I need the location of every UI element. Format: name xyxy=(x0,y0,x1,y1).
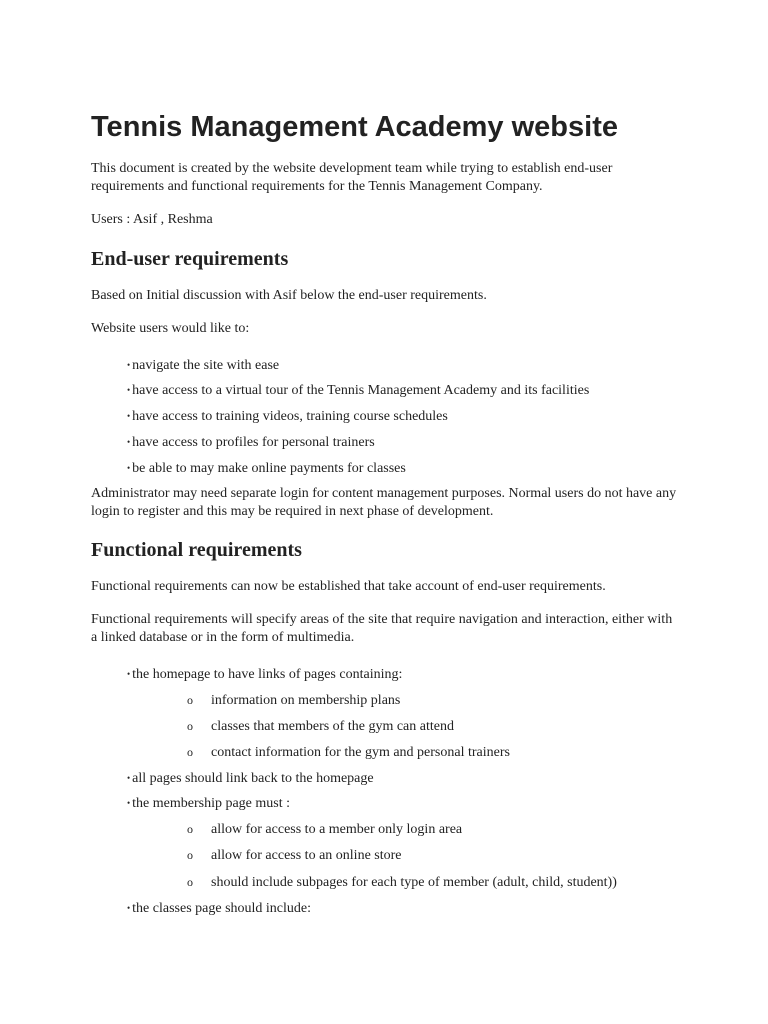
enduser-heading: End-user requirements xyxy=(91,248,289,270)
enduser-para-1: Based on Initial discussion with Asif below the end-user requirements. xyxy=(91,288,487,303)
functional-heading: Functional requirements xyxy=(91,539,302,561)
functional-sub-bullet: o information on membership plans xyxy=(187,693,401,708)
functional-bullet: • the membership page must : xyxy=(127,796,291,811)
sub-bullet-marker: o xyxy=(187,822,193,836)
functional-bullet: • the homepage to have links of pages containing: xyxy=(127,667,403,682)
bullet-marker: • xyxy=(127,463,131,473)
enduser-bullet: • have access to a virtual tour of the Tennis Management Academy and its facilities xyxy=(127,383,590,398)
bullet-marker: • xyxy=(127,669,131,679)
sub-bullet-marker: o xyxy=(187,848,193,862)
users-line: Users : Asif , Reshma xyxy=(91,212,213,227)
functional-bullet: • the classes page should include: xyxy=(127,901,311,916)
enduser-para-2: Website users would like to: xyxy=(91,321,250,336)
functional-sub-bullet: o allow for access to a member only login area xyxy=(187,822,463,837)
sub-bullet-marker: o xyxy=(187,875,193,889)
functional-para-2: Functional requirements will specify areas of the site that require navigation and interaction, either with a linked database or in the form of multimedia. xyxy=(91,612,673,645)
sub-bullet-marker: o xyxy=(187,693,193,707)
functional-sub-bullet: o classes that members of the gym can attend xyxy=(187,719,454,734)
functional-bullet: • all pages should link back to the homepage xyxy=(127,771,374,786)
intro-paragraph: This document is created by the website development team while trying to establish end-user requirements and functional requirements for the Tennis Management Company. xyxy=(91,161,613,194)
functional-para-1: Functional requirements can now be established that take account of end-user requirements. xyxy=(91,579,606,594)
functional-sub-bullet: o allow for access to an online store xyxy=(187,848,402,863)
bullet-marker: • xyxy=(127,360,131,370)
document-title: Tennis Management Academy website xyxy=(91,111,618,143)
bullet-marker: • xyxy=(127,385,131,395)
bullet-marker: • xyxy=(127,903,131,913)
bullet-marker: • xyxy=(127,798,131,808)
sub-bullet-marker: o xyxy=(187,719,193,733)
admin-note: Administrator may need separate login for content management purposes. Normal users do not have any login to register and this may be required in next phase of development. xyxy=(91,486,677,519)
enduser-bullet: • have access to profiles for personal trainers xyxy=(127,435,375,450)
bullet-marker: • xyxy=(127,773,131,783)
bullet-marker: • xyxy=(127,437,131,447)
enduser-bullet: • have access to training videos, training course schedules xyxy=(127,409,448,424)
enduser-bullet: • be able to may make online payments for classes xyxy=(127,461,406,476)
bullet-marker: • xyxy=(127,411,131,421)
functional-sub-bullet: o contact information for the gym and personal trainers xyxy=(187,745,510,760)
functional-sub-bullet: o should include subpages for each type of member (adult, child, student)) xyxy=(187,875,617,890)
sub-bullet-marker: o xyxy=(187,745,193,759)
enduser-bullet: • navigate the site with ease xyxy=(127,358,280,373)
